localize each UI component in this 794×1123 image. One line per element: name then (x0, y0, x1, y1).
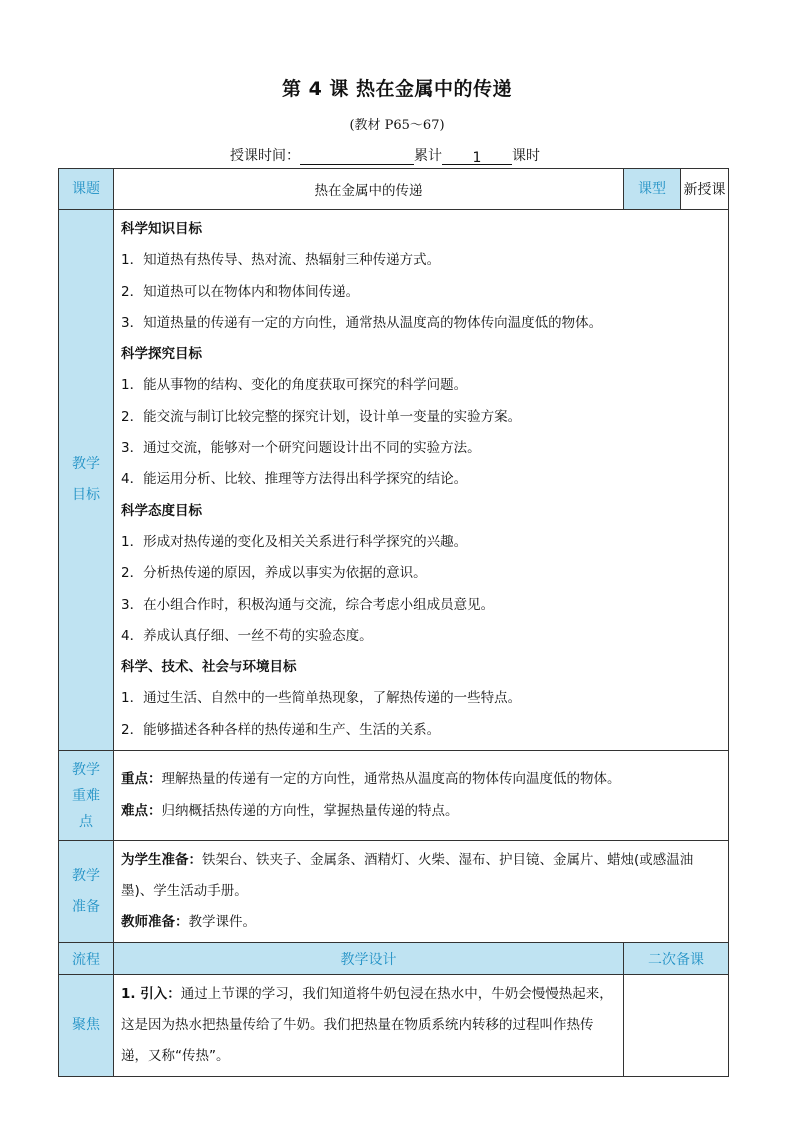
goals-label-line1: 教学 (72, 456, 100, 473)
lesson-plan-table (58, 168, 729, 1077)
goals-label-line2: 目标 (72, 487, 100, 504)
goal-section-heading: 科学知识目标 (121, 221, 202, 237)
lesson-type-label: 课型 (624, 169, 681, 210)
goal-item: 1．知道热有热传导、热对流、热辐射三种传递方式。 (121, 252, 441, 269)
goal-item: 1．能从事物的结构、变化的角度获取可探究的科学问题。 (121, 377, 468, 394)
goals-content (114, 210, 729, 751)
flow-header-row (59, 943, 729, 975)
goals-row (59, 210, 729, 751)
goal-item: 4．能运用分析、比较、推理等方法得出科学探究的结论。 (121, 471, 468, 488)
time-blank[interactable] (300, 150, 414, 165)
intro-text: 通过上节课的学习，我们知道将牛奶包浸在热水中，牛奶会慢慢热起来，这是因为热水把热量传给了牛奶。我们把热量在物质系统内转移的过程叫作热传递，又称“传热”。 (121, 986, 613, 1065)
second-prep-cell[interactable] (624, 975, 729, 1077)
key-label-line1: 教学 (72, 761, 100, 778)
student-prep-label: 为学生准备： (121, 852, 202, 869)
goal-item: 3．知道热量的传递有一定的方向性，通常热从温度高的物体传向温度低的物体。 (121, 314, 603, 331)
goal-item: 2．能够描述各种各样的热传递和生产、生活的关系。 (121, 721, 441, 738)
flow-header-second-prep: 二次备课 (624, 943, 729, 975)
goal-item: 3．通过交流，能够对一个研究问题设计出不同的实验方法。 (121, 440, 481, 457)
topic-row (59, 169, 729, 210)
key-point-text: 理解热量的传递有一定的方向性，通常热从温度高的物体传向温度低的物体。 (161, 771, 621, 788)
key-points-label (59, 751, 114, 841)
prep-label-line2: 准备 (72, 898, 100, 915)
teacher-prep-text: 教学课件。 (188, 914, 256, 931)
flow-header-design: 教学设计 (114, 943, 624, 975)
time-label: 授课时间： (230, 148, 300, 164)
teacher-prep-label: 教师准备： (121, 914, 189, 931)
goal-item: 2．知道热可以在物体内和物体间传递。 (121, 283, 360, 300)
difficult-point-label: 难点： (121, 802, 162, 819)
key-points-row (59, 751, 729, 841)
student-prep-text: 铁架台、铁夹子、金属条、酒精灯、火柴、湿布、护目镜、金属片、蜡烛(或感温油墨)、学生活动手册。 (121, 852, 694, 900)
goal-item: 3．在小组合作时，积极沟通与交流，综合考虑小组成员意见。 (121, 596, 495, 613)
key-label-line3: 点 (79, 813, 93, 830)
lesson-title: 第 4 课 热在金属中的传递 (281, 78, 513, 100)
goal-item: 1．通过生活、自然中的一些简单热现象，了解热传递的一些特点。 (121, 690, 522, 707)
goal-section-heading: 科学探究目标 (121, 346, 202, 363)
key-point-label: 重点： (121, 771, 162, 788)
hours-label: 课时 (512, 148, 540, 164)
cumulative-value: 1 (442, 150, 512, 165)
lesson-type-value: 新授课 (681, 169, 729, 210)
goals-label (59, 210, 114, 751)
topic-value: 热在金属中的传递 (114, 169, 624, 210)
preparation-label (59, 841, 114, 943)
key-label-line2: 重难 (72, 787, 100, 804)
prep-label-line1: 教学 (72, 867, 100, 884)
goal-item: 2．分析热传递的原因，养成以事实为依据的意识。 (121, 565, 427, 582)
focus-row (59, 975, 729, 1077)
textbook-pages: (教材 P65～67) (349, 118, 445, 133)
goal-item: 4．养成认真仔细、一丝不苟的实验态度。 (121, 627, 373, 644)
topic-label: 课题 (59, 169, 114, 210)
cumulative-label: 累计 (414, 148, 442, 164)
focus-content (114, 975, 624, 1077)
goal-item: 2．能交流与制订比较完整的探究计划，设计单一变量的实验方案。 (121, 408, 522, 425)
preparation-row (59, 841, 729, 943)
flow-header-process: 流程 (59, 943, 114, 975)
intro-lead: 1. 引入： (121, 986, 181, 1003)
goal-section-heading: 科学、技术、社会与环境目标 (121, 659, 297, 676)
goal-item: 1．形成对热传递的变化及相关关系进行科学探究的兴趣。 (121, 533, 468, 550)
key-points-content (114, 751, 729, 841)
focus-label: 聚焦 (59, 975, 114, 1077)
difficult-point-text: 归纳概括热传递的方向性，掌握热量传递的特点。 (161, 802, 459, 819)
preparation-content (114, 841, 729, 943)
class-time-line (230, 145, 540, 165)
goal-section-heading: 科学态度目标 (121, 502, 202, 519)
